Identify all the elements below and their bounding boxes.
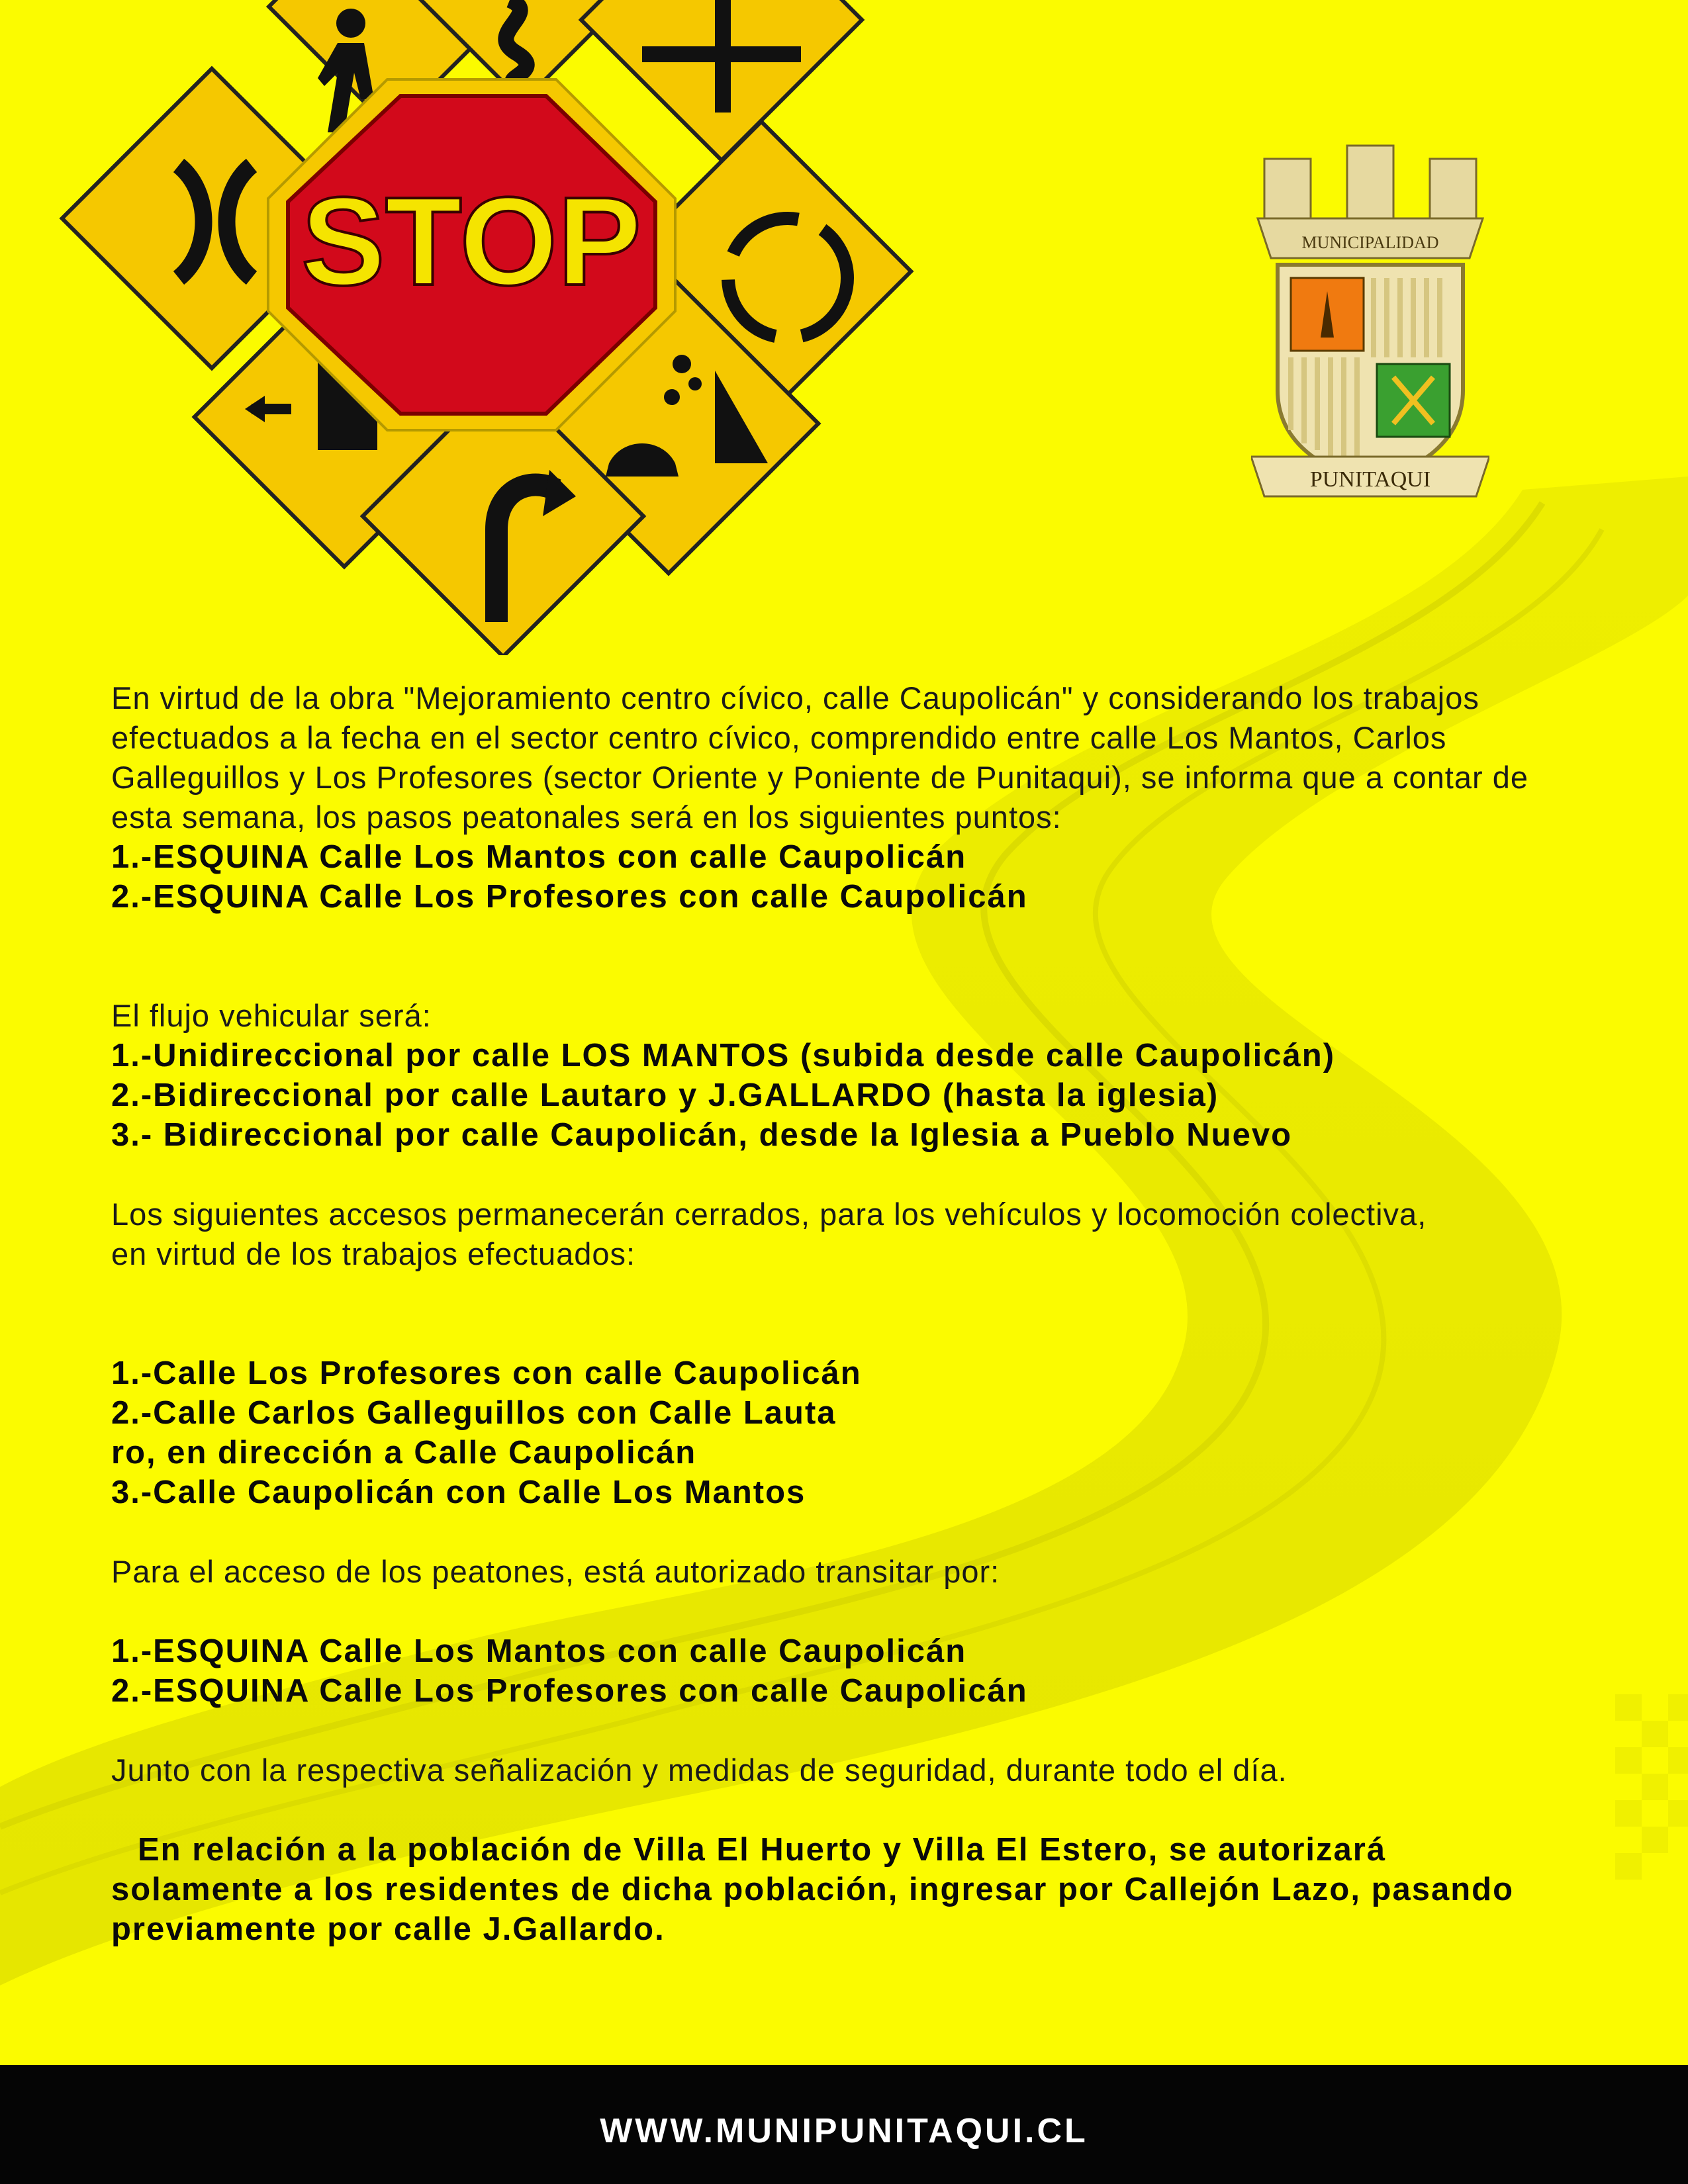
closed-point-2: 2.-Calle Carlos Galleguillos con Calle Lauta bbox=[111, 1395, 837, 1431]
website-link[interactable]: WWW.MUNIPUNITAQUI.CL bbox=[600, 2112, 1088, 2150]
intro-point-2: 2.-ESQUINA Calle Los Profesores con calle Caupolicán bbox=[111, 879, 1028, 915]
pedestrian-point-1: 1.-ESQUINA Calle Los Mantos con calle Caupolicán bbox=[111, 1633, 967, 1669]
flow-point-2: 2.-Bidireccional por calle Lautaro y J.GALLARDO (hasta la iglesia) bbox=[111, 1077, 1219, 1113]
stop-label: STOP bbox=[301, 171, 641, 312]
villa-note: En relación a la población de Villa El Huerto y Villa El Estero, se autorizará solamente a los residentes de dicha población, ingresar por Callejón Lazo, pasando previamente por calle J.Gallardo. bbox=[111, 1832, 1515, 1947]
notice-content bbox=[111, 678, 1594, 1949]
crest-bottom-banner: PUNITAQUI bbox=[1309, 467, 1431, 492]
closed-point-3: 3.-Calle Caupolicán con Calle Los Mantos bbox=[111, 1475, 806, 1510]
municipal-crest-logo bbox=[1251, 139, 1489, 510]
intro-paragraph: En virtud de la obra "Mejoramiento centro cívico, calle Caupolicán" y considerando los trabajos efectuados a la fecha en el sector centro cívico, comprendido entre calle Los Mantos, Carlos Galleguillos y Los Profesores (sector Oriente y Poniente de Punitaqui), se informa que a contar de esta semana, los pasos peatonales será en los siguientes puntos: bbox=[111, 680, 1528, 835]
intro-point-1: 1.-ESQUINA Calle Los Mantos con calle Caupolicán bbox=[111, 839, 967, 875]
safety-note: Junto con la respectiva señalización y medidas de seguridad, durante todo el día. bbox=[111, 1752, 1288, 1788]
crest-top-banner: MUNICIPALIDAD bbox=[1301, 233, 1439, 252]
closed-heading: Los siguientes accesos permanecerán cerrados, para los vehículos y locomoción colectiva, en virtud de los trabajos efectuados: bbox=[111, 1197, 1427, 1271]
flow-heading: El flujo vehicular será: bbox=[111, 998, 432, 1033]
pedestrian-point-2: 2.-ESQUINA Calle Los Profesores con calle Caupolicán bbox=[111, 1673, 1028, 1709]
flow-point-1: 1.-Unidireccional por calle LOS MANTOS (subida desde calle Caupolicán) bbox=[111, 1038, 1336, 1073]
footer-bar bbox=[0, 2065, 1688, 2184]
closed-point-2-cont: ro, en dirección a Calle Caupolicán bbox=[111, 1435, 697, 1471]
pedestrian-heading: Para el acceso de los peatones, está autorizado transitar por: bbox=[111, 1554, 1000, 1589]
road-signs-illustration bbox=[26, 0, 953, 655]
closed-point-1: 1.-Calle Los Profesores con calle Caupolicán bbox=[111, 1355, 862, 1391]
flow-point-3: 3.- Bidireccional por calle Caupolicán, desde la Iglesia a Pueblo Nuevo bbox=[111, 1117, 1293, 1153]
